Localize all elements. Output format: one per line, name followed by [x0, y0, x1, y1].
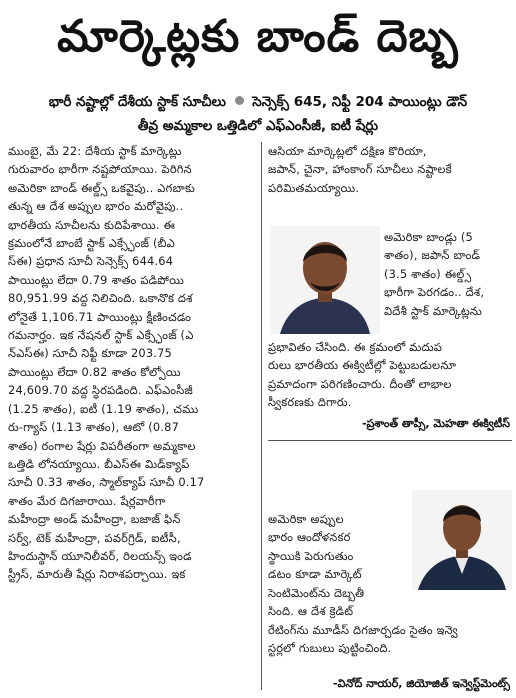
text-line: న్ఎస్ఈ) సూచీ నిఫ్టీ కూడా 203.75 [8, 346, 172, 361]
text-line: క్రమంలోనే బాంబే స్టాక్ ఎక్స్ఛేంజ్ (బీఎ [8, 236, 175, 251]
text-line: శాతం), జపాన్ బాండ్ [384, 248, 481, 263]
text-line: 80,951.99 వద్ద నిలిచింది. ఒకానొక దశ [8, 291, 193, 306]
text-line: ఒత్తిడి లోనయ్యాయి. బీఎస్ఈ మిడ్‌క్యాప్ [8, 456, 190, 471]
text-line: అమెరికా అప్పుల [268, 512, 344, 526]
right-mid2-text [268, 338, 512, 412]
text-line: స్వీకరణకు దిగారు. [268, 395, 352, 410]
subheadline-part1: భారీ నష్టాల్లో దేశీయ స్టాక్ సూచీలు [48, 94, 226, 110]
text-line: ఆసియా మార్కెట్లలో దక్షిణ కొరియా, [268, 144, 427, 158]
headline: మార్కెట్లకు బాండ్ దెబ్బ [57, 11, 459, 62]
text-line: ముంబై, మే 22: దేశీయ స్టాక్ మార్కెట్లు [8, 144, 182, 158]
subheadline-line2: తీవ్ర అమ్మకాల ఒత్తిడిలో ఎఫ్‌ఎంసీజీ, ఐటీ షేర్లు [137, 118, 379, 134]
text-line: సెంటిమెంట్‌ను దెబ్బతీ [268, 586, 365, 600]
text-line: లోనైతే 1,106.71 పాయింట్లు క్షీణించడం [8, 309, 192, 324]
text-line: మహీంద్రా అండ్ మహీంద్రా, బజాజ్ ఫిన్ [8, 512, 181, 527]
text-line: భారతీయ సూచీలను కుదిపేశాయి. ఈ [8, 217, 175, 232]
analyst-photo-2 [412, 490, 512, 590]
text-line: గురువారం భారీగా నష్టపోయాయి. పెరిగిన [8, 162, 192, 177]
left-column [8, 142, 256, 584]
analyst-photo-1 [270, 226, 380, 334]
text-line: జపాన్, చైనా, హాంకాంగ్ సూచీలు నష్టాలకే [268, 162, 452, 177]
text-line: అమెరికా బాండ్ ఈల్డ్స్ ఒకవైపు.. ఎగబాకు [8, 180, 196, 195]
right-bottom-text [268, 510, 408, 584]
text-line: స్టర్లలో గుబులు పుట్టించింది. [268, 641, 392, 656]
attribution-1: -ప్రశాంత్ తాప్సీ, మెహతా ఈక్విటీస్ [361, 417, 510, 430]
text-line: 24,609.70 వద్ద స్థిరపడింది. ఎఫ్ఎంసీజీ [8, 383, 193, 398]
text-line: శాతం) రంగాల షేర్లు విపరీతంగా అమ్మకాల [8, 438, 196, 453]
text-line: డటం కూడా మార్కెట్ [268, 567, 362, 582]
bullet-icon [235, 96, 244, 105]
text-line: హిందుస్థాన్ యూనిలీవర్, రిలయన్స్ ఇండ [8, 548, 192, 563]
text-line: పరిమితమయ్యాయి. [268, 180, 360, 195]
subheadline-part2: సెన్సెక్స్ 645, నిఫ్టీ 204 పాయింట్లు డౌన్ [252, 94, 468, 110]
section-divider [268, 440, 512, 441]
subheadline-line1 [0, 92, 516, 112]
text-line: శాతం మేర దిగజారాయి. షేర్లవారీగా [8, 493, 166, 508]
right-bottom2-text [268, 584, 512, 658]
text-line: పాయింట్లు లేదా 0.79 శాతం పడిపోయి [8, 272, 184, 287]
text-line: విదేశీ స్టాక్ మార్కెట్లను [384, 303, 483, 318]
text-line: రులు భారతీయ ఈక్విటీల్లో పెట్టుబడులనూ [268, 358, 457, 373]
text-line: భారీగా పెరగడం.. దేశ, [384, 285, 485, 300]
right-mid-text [384, 228, 514, 320]
text-line: (1.25 శాతం), ఐటీ (1.19 శాతం), చము [8, 401, 199, 416]
text-line: తున్న ఆ దేశ అప్పుల భారం మరోవైపు.. [8, 199, 184, 214]
text-line: స్థాయికి పెరుగుతుం [268, 548, 354, 563]
text-line: (3.5 శాతం) ఈల్డ్స్ [384, 266, 472, 281]
right-top-text [268, 142, 512, 197]
text-line: స్ట్రీస్, మారుతీ షేర్లు నిరాశపర్చాయి. ఇక [8, 567, 186, 582]
text-line: రేటింగ్‌ను మూడీస్ దిగజార్చడం సైతం ఇన్వె [268, 622, 458, 637]
text-line: అమెరికా బాండ్లు (5 [384, 230, 473, 244]
text-line: గమనార్హం. ఇక నేషనల్ స్టాక్ ఎక్స్ఛేంజ్ (ఎ [8, 328, 194, 343]
text-line: స్ఈ) ప్రధాన సూచీ సెన్సెక్స్ 644.64 [8, 254, 174, 269]
attribution-2: -వినోద్ నాయర్, జియోజిత్ ఇన్వెస్ట్‌మెంట్స్ [332, 677, 510, 690]
text-line: రు-గ్యాస్ (1.13 శాతం), ఆటో (0.87 [8, 420, 180, 435]
column-divider [261, 142, 262, 690]
text-line: ప్రభావితం చేసింది. ఈ క్రమంలో మదుప [268, 340, 443, 354]
text-line: సర్వ్, టెక్ మహీంద్రా, పవర్‌గ్రిడ్, ఐటీసీ, [8, 530, 181, 545]
text-line: ప్రమాదంగా పరిగణించారు. దీంతో లాభాల [268, 376, 452, 391]
text-line: పాయింట్లు లేదా 0.82 శాతం కోల్పోయి [8, 364, 181, 379]
text-line: సింది. ఆ దేశ క్రెడిట్ [268, 604, 354, 619]
text-line: సూచీ 0.33 శాతం, స్మాల్‌క్యాప్ సూచీ 0.17 [8, 475, 205, 490]
text-line: భారం ఆందోళనకర [268, 530, 351, 545]
